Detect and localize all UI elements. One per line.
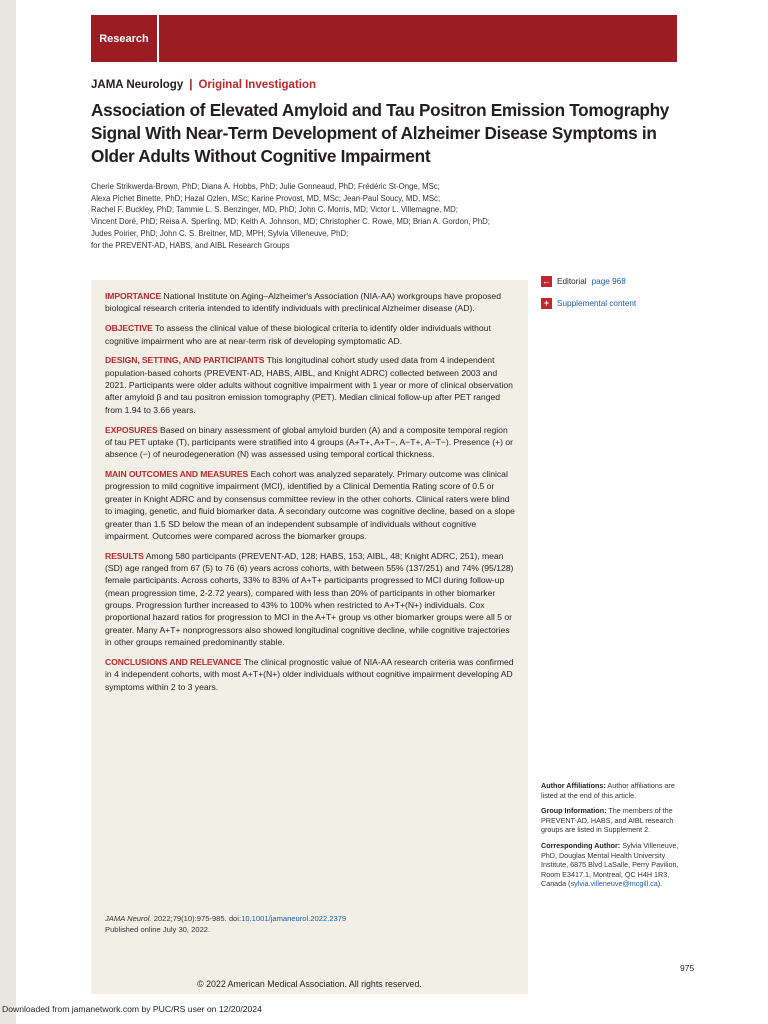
affiliations-column bbox=[541, 781, 681, 895]
journal-name: JAMA Neurology bbox=[91, 79, 184, 91]
corr-text: Sylvia Villeneuve, PhD, Douglas Mental Health University Institute, 6875 Blvd LaSalle, Perry Pavilion, Room E3417.1, Montreal, QC H4H 1R3, Canada ( bbox=[541, 840, 679, 889]
abstract-importance bbox=[105, 290, 515, 315]
editorial-link[interactable] bbox=[541, 274, 681, 288]
author-line: Rachel F. Buckley, PhD; Tammie L. S. Benzinger, MD, PhD; John C. Morris, MD; Victor L. Villemagne, MD; bbox=[91, 205, 458, 215]
abstract-conclusions bbox=[105, 656, 515, 693]
section-header-bar bbox=[91, 15, 677, 62]
journal-abbrev: JAMA Neurol. bbox=[105, 914, 152, 923]
section-text: The clinical prognostic value of NIA-AA research criteria was confirmed in 4 independent cohorts, with most A+T+(N+) older individuals without cognitive impairment developing AD symptoms within 2 to 3 years. bbox=[105, 656, 514, 692]
author-list bbox=[91, 181, 561, 251]
page-number: 975 bbox=[680, 963, 695, 973]
corr-close: ). bbox=[657, 879, 663, 889]
abstract-objective bbox=[105, 322, 515, 347]
plus-icon: + bbox=[541, 298, 552, 309]
section-text: To assess the clinical value of these biological criteria to identify older individuals without cognitive impairment who are at near-term risk of developing symptomatic AD. bbox=[105, 323, 491, 346]
corr-heading: Corresponding Author: bbox=[541, 840, 621, 850]
abstract-exposures bbox=[105, 424, 515, 461]
citation-details: 2022;79(10):975-985. doi: bbox=[153, 914, 242, 923]
affil-heading: Author Affiliations: bbox=[541, 781, 606, 790]
affil-text: Author affiliations are listed at the end of this article. bbox=[541, 781, 675, 800]
abstract-outcomes bbox=[105, 468, 515, 542]
arrow-left-icon: ← bbox=[542, 275, 551, 286]
section-heading: IMPORTANCE bbox=[105, 291, 162, 301]
group-text: The members of the PREVENT-AD, HABS, and AIBL research groups are listed in Supplement 2. bbox=[541, 806, 674, 835]
author-line: Vincent Doré, PhD; Reisa A. Sperling, MD; Keith A. Johnson, MD; Christopher C. Rowe, MD; Brian A. Gordon, PhD; bbox=[91, 217, 490, 227]
author-affiliations bbox=[541, 781, 681, 800]
section-text: Among 580 participants (PREVENT-AD, 128; HABS, 153; AIBL, 48; Knight ADRC, 251), mean (SD) age ranged from 67 (5) to 76 (6) years across cohorts, with between 55% (137/251) and 74% (95/128) female participants. Across cohorts, 33% to 83% of A+T+ participants progressed to MCI during follow-up (mean progression time, 2-2.72 years), compared with less than 20% of participants in other biomarker groups. Progression further increased to 43% to 100% when restricted to A+T+(N+) individuals. Cox proportional hazard ratios for progression to MCI in the A+T+ group vs other biomarker groups were all 5 or greater. Many A+T+ nonprogressors also showed longitudinal cognitive decline, while cognitive trajectories in other groups remained predominantly stable. bbox=[105, 550, 514, 648]
editorial-label: Editorial bbox=[557, 276, 587, 286]
sidebar-links bbox=[541, 274, 681, 318]
download-notice: Downloaded from jamanetwork.com by PUC/RS user on 12/20/2024 bbox=[2, 1004, 262, 1014]
section-heading: MAIN OUTCOMES AND MEASURES bbox=[105, 469, 249, 480]
abstract-design bbox=[105, 354, 515, 416]
section-text: Based on binary assessment of global amyloid burden (A) and a composite temporal region of tau PET uptake (T), participants were stratified into 4 groups (A+T+, A+T−, A−T+, A−T−). Presence (+) or absence (−) of neurodegeneration (N) was assessed using temporal cortical thickness. bbox=[105, 424, 514, 460]
author-line: for the PREVENT-AD, HABS, and AIBL Research Groups bbox=[91, 240, 290, 250]
group-heading: Group Information: bbox=[541, 806, 607, 816]
supplemental-label[interactable]: Supplemental content bbox=[557, 298, 637, 308]
section-heading: DESIGN, SETTING, AND PARTICIPANTS bbox=[105, 355, 265, 366]
section-heading: CONCLUSIONS AND RELEVANCE bbox=[105, 656, 242, 667]
section-heading: RESULTS bbox=[105, 550, 144, 561]
abstract-content bbox=[105, 290, 515, 700]
section-text: This longitudinal cohort study used data from 4 independent population-based cohorts (PREVENT-AD, HABS, AIBL, and Knight ADRC) collected between 2003 and 2021. Participants were older adults without cognitive impairment with 1 year or more of clinical observation after amyloid β and tau positron emission tomography (PET). Median clinical follow-up after PET ranged from 1.94 to 3.66 years. bbox=[105, 355, 513, 415]
page-edge bbox=[0, 0, 16, 1024]
header-fill bbox=[159, 15, 677, 62]
journal-line bbox=[91, 79, 316, 91]
author-line: Cherie Strikwerda-Brown, PhD; Diana A. Hobbs, PhD; Julie Gonneaud, PhD; Frédéric St-Onge, MSc; bbox=[91, 182, 440, 191]
group-information bbox=[541, 806, 681, 835]
abstract-box bbox=[91, 280, 528, 994]
corresponding-author bbox=[541, 841, 681, 889]
abstract-results bbox=[105, 550, 515, 649]
section-heading: EXPOSURES bbox=[105, 424, 158, 435]
doi-link[interactable]: 10.1001/jamaneurol.2022.2379 bbox=[241, 914, 347, 923]
corr-email-link[interactable]: sylvia.villeneuve@mcgill.ca bbox=[570, 879, 658, 889]
article-type: Original Investigation bbox=[198, 79, 317, 91]
copyright-notice: © 2022 American Medical Association. All rights reserved. bbox=[197, 979, 422, 989]
section-heading: OBJECTIVE bbox=[105, 323, 153, 334]
section-text: Each cohort was analyzed separately. Primary outcome was clinical progression to mild cognitive impairment (MCI), identified by a Clinical Dementia Rating score of 0.5 or greater in Knight ADRC and by consensus committee review in the other cohorts. Clinical raters were blind to imaging, genetic, and fluid biomarker data. A secondary outcome was cognitive decline, based on a slope greater than 1.5 SD below the mean of an independent subsample of individuals without cognitive impairment. Outcomes were compared across the biomarker groups. bbox=[105, 469, 515, 541]
author-line: Alexa Pichet Binette, PhD; Hazal Ozlen, MSc; Karine Provost, MD, MSc; Jean-Paul Soucy, MD, MSc; bbox=[91, 193, 441, 203]
section-tab[interactable]: Research bbox=[91, 15, 159, 62]
journal-separator: | bbox=[189, 79, 193, 91]
citation-line bbox=[105, 914, 515, 925]
published-date: Published online July 30, 2022. bbox=[105, 924, 211, 934]
editorial-page-link[interactable]: page 968 bbox=[591, 276, 626, 286]
supplemental-link[interactable] bbox=[541, 296, 681, 310]
section-text: National Institute on Aging–Alzheimer's Association (NIA-AA) workgroups have proposed biological research criteria intended to identify individuals with preclinical Alzheimer disease (AD). bbox=[105, 291, 501, 314]
article-title: Association of Elevated Amyloid and Tau Positron Emission Tomography Signal With Near-Term Development of Alzheimer Disease Symptoms in Older Adults Without Cognitive Impairment bbox=[91, 100, 670, 166]
author-line: Judes Poirier, PhD; John C. S. Breitner, MD, MPH; Sylvia Villeneuve, PhD; bbox=[91, 228, 349, 238]
citation-block bbox=[105, 914, 515, 935]
